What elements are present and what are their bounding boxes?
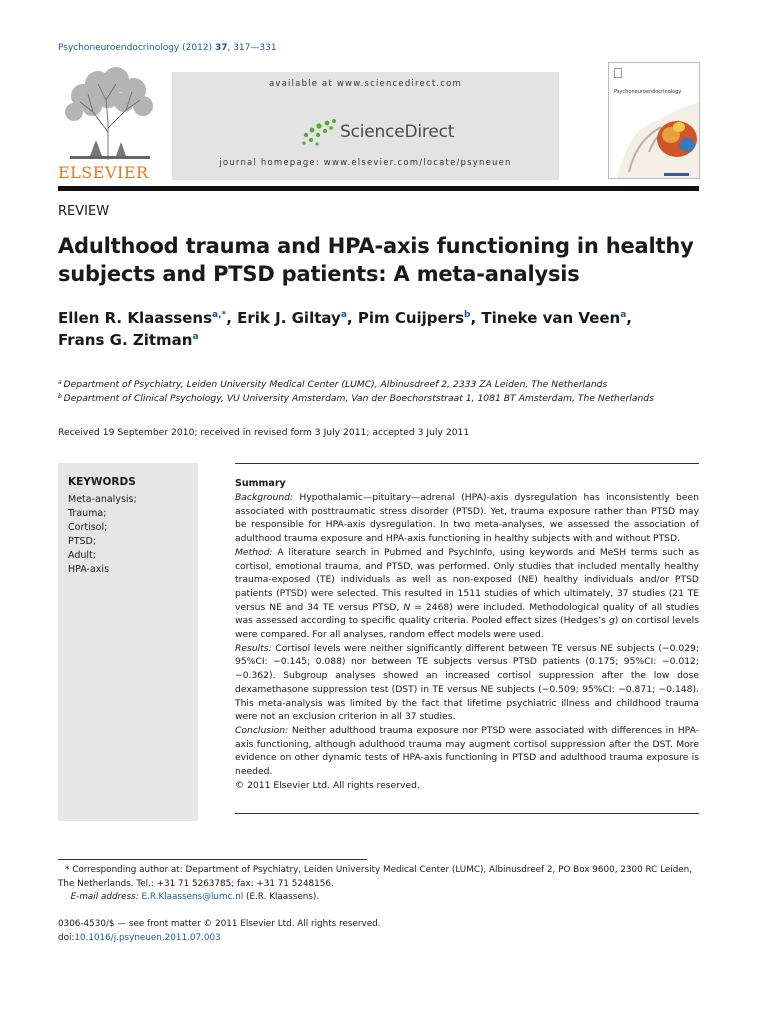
abstract-summary	[235, 463, 699, 792]
keyword-item[interactable]: Adult;	[68, 550, 96, 561]
author-list	[58, 307, 708, 351]
cover-title: Psychoneuroendocrinology	[614, 89, 682, 95]
keywords-title: KEYWORDS	[68, 476, 136, 488]
corresponding-author-footnote	[58, 864, 708, 905]
author-name[interactable]: Frans G. Zitman	[58, 331, 193, 349]
journal-homepage-text[interactable]: journal homepage: www.elsevier.com/locate/psyneuen	[219, 158, 512, 168]
keyword-item[interactable]: Cortisol;	[68, 522, 108, 533]
cover-artwork	[609, 97, 700, 179]
header-divider	[58, 186, 699, 191]
author-separator: ,	[226, 309, 238, 327]
article-title: Adulthood trauma and HPA-axis functioning in healthy subjects and PTSD patients: A meta-analysis	[58, 234, 694, 286]
keyword-item[interactable]: Trauma;	[68, 508, 107, 519]
available-at-text[interactable]: available at www.sciencedirect.com	[268, 79, 463, 89]
citation-pages: , 317—331	[227, 43, 277, 53]
summary-conclusion	[235, 724, 699, 779]
author-affiliation-marker[interactable]: a	[340, 310, 347, 320]
method-label: Method:	[235, 546, 273, 558]
background-text: Hypothalamic—pituitary—adrenal (HPA)-axis dysregulation has inconsistently been associated with posttraumatic stress disorder (PTSD). Yet, trauma exposure rather than PTSD may be responsible for HPA-axis dysregulation. In two meta-analyses, we assessed the association of adulthood trauma exposure and HPA-axis functioning in healthy subjects with and without PTSD.	[235, 492, 700, 545]
affiliation-marker: a	[58, 379, 62, 386]
received-dates: Received 19 September 2010; received in revised form 3 July 2011; accepted 3 July 2011	[58, 427, 470, 438]
author-affiliation-marker[interactable]: a	[620, 310, 627, 320]
author-affiliation-marker[interactable]: b	[464, 310, 471, 320]
author-separator: ,	[470, 309, 482, 327]
email-link[interactable]: E.R.Klaassens@lumc.nl	[141, 892, 244, 903]
summary-copyright: © 2011 Elsevier Ltd. All rights reserved.	[235, 779, 420, 791]
doi-link[interactable]: 10.1016/j.psyneuen.2011.07.003	[74, 932, 221, 943]
journal-cover-thumbnail[interactable]	[608, 62, 700, 179]
footnote-email-line	[58, 891, 708, 905]
method-text: ) on cortisol levels were compared. For all analyses, random effect models were used.	[235, 615, 699, 641]
results-text: Cortisol levels were neither significantly different between TE versus NE subjects (−0.029; 95%CI: −0.145; 0.088) nor between TE subjects versus PTSD patients (0.175; 95%CI: −0.012; −0.362). Subgroup analyses showed an increased cortisol suppression after the low dose dexamethasone suppression test (DST) in TE versus NE subjects (−0.509; 95%CI: −0.871; −0.148). This meta-analysis was limited by the fact that lifetime psychiatric illness and childhood trauma were not an exclusion criterion in all 37 studies.	[235, 642, 699, 723]
method-g-symbol: g	[608, 615, 615, 627]
author-name[interactable]: Erik J. Giltay	[237, 309, 341, 327]
summary-background	[235, 491, 699, 546]
sciencedirect-banner	[172, 72, 559, 180]
citation-volume: 37	[214, 43, 228, 53]
elsevier-wordmark: ELSEVIER	[58, 163, 149, 182]
journal-header	[58, 62, 699, 180]
cover-mini-logo-icon	[614, 68, 622, 78]
footnote-line: The Netherlands. Tel.: +31 71 5263785; fax: +31 71 5248156.	[58, 878, 334, 889]
keyword-item[interactable]: HPA-axis	[68, 564, 110, 575]
method-text: = 2468) were included. Methodological quality of all studies was assessed according to specific quality criteria. Pooled effect sizes (Hedges’s	[235, 601, 699, 627]
affiliations	[58, 378, 708, 406]
affiliation-marker: b	[58, 393, 62, 400]
keyword-item[interactable]: PTSD;	[68, 536, 97, 547]
results-label: Results:	[235, 642, 272, 654]
affiliation-item	[58, 378, 708, 392]
author-separator: ,	[626, 309, 632, 327]
keyword-item[interactable]: Meta-analysis;	[68, 494, 137, 505]
affiliation-text: Department of Clinical Psychology, VU University Amsterdam, Van der Boechorststraat 1, 1081 BT Amsterdam, The Netherlands	[63, 393, 654, 404]
author-separator: ,	[346, 309, 358, 327]
affiliation-text: Department of Psychiatry, Leiden University Medical Center (LUMC), Albinusdreef 2, 2333 ZA Leiden, The Netherlands	[63, 379, 608, 390]
affiliation-item	[58, 392, 708, 406]
conclusion-text: Neither adulthood trauma exposure nor PTSD were associated with differences in HPA-axis functioning, although adulthood trauma may augment cortisol suppression after the DST. More evidence on other dynamic tests of HPA-axis functioning in PTSD and adulthood trauma exposure is needed.	[235, 724, 699, 778]
background-label: Background:	[235, 492, 294, 503]
author-affiliation-marker[interactable]: a	[192, 332, 199, 342]
doi-prefix: doi:	[58, 932, 75, 943]
author-name[interactable]: Ellen R. Klaassens	[58, 309, 212, 327]
keywords-panel	[58, 463, 198, 821]
footnote-divider	[58, 859, 367, 860]
method-n-symbol: N	[403, 601, 411, 613]
email-label: E-mail address:	[70, 892, 139, 903]
method-text: A literature search in Pubmed and PsychInfo, using keywords and MeSH terms such as cortisol, emotional trauma, and PTSD, was performed. Only studies that included mentally healthy trauma-exposed (TE) individuals as well as non-exposed (NE) healthy individuals and/or PTSD patients (PTSD) were selected. This resulted in 1511 studies of which ultimately, 37 studies (21 TE versus NE and 34 TE versus PTSD,	[235, 546, 699, 613]
author-name[interactable]: Tineke van Veen	[481, 309, 621, 327]
summary-title: Summary	[235, 478, 286, 489]
summary-results	[235, 642, 699, 724]
sciencedirect-wordmark: ScienceDirect	[340, 122, 455, 142]
author-name[interactable]: Pim Cuijpers	[357, 309, 465, 327]
email-suffix: (E.R. Klaassens).	[243, 892, 320, 903]
conclusion-label: Conclusion:	[235, 724, 289, 736]
sciencedirect-logo[interactable]	[300, 115, 460, 149]
issn-line: 0306-4530/$ — see front matter © 2011 Elsevier Ltd. All rights reserved.	[58, 919, 381, 929]
summary-bottom-divider	[235, 813, 699, 814]
footnote-line: * Corresponding author at: Department of Psychiatry, Leiden University Medical Center (LUMC), Albinusdreef 2, PO Box 9600, 2300 RC Leiden,	[65, 865, 693, 875]
citation-journal: Psychoneuroendocrinology (2012)	[58, 43, 213, 53]
summary-top-divider	[235, 463, 699, 464]
front-matter-info	[58, 918, 708, 945]
sciencedirect-dots-icon	[300, 115, 340, 149]
doi-line	[58, 932, 708, 946]
article-type-label: REVIEW	[58, 204, 110, 219]
author-affiliation-marker[interactable]: a,*	[212, 310, 227, 320]
summary-method	[235, 546, 699, 642]
journal-citation[interactable]	[58, 43, 277, 53]
